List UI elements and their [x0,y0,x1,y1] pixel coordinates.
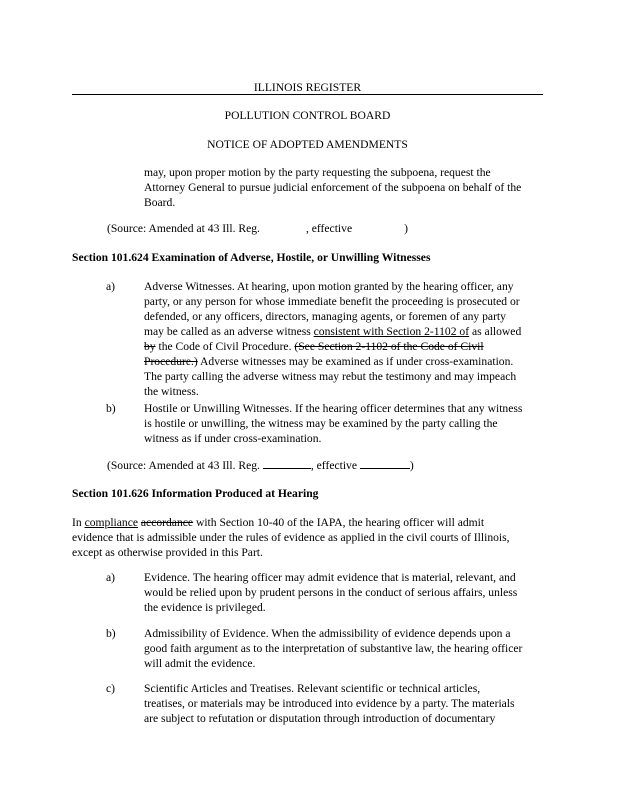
section-624-item-b [144,401,554,446]
text-line: Attorney General to pursue judicial enforcement of the subpoena on behalf of the [144,181,522,194]
source-end: ) [404,222,408,235]
text-line: the witness. [144,385,199,398]
source-effective: , effective [310,459,357,472]
text-run: In [72,516,85,529]
text-line: Adverse Witnesses. At hearing, upon motion granted by the hearing officer, any [144,280,514,293]
inserted-text: consistent with Section 2-1102 of [313,325,470,338]
text-line [144,354,554,369]
text-line [72,515,552,530]
header-rule [72,94,543,95]
item-label-a: a) [106,280,116,293]
text-line [144,324,554,339]
source-note-1 [107,221,547,236]
text-line: would be relied upon by prudent persons in the conduct of serious affairs, unless [144,586,518,599]
section-626-item-b [144,626,554,671]
continuation-paragraph [144,165,544,210]
text-line: The party calling the adverse witness may rebut the testimony and may impeach [144,370,517,383]
text-line: Scientific Articles and Treatises. Relevant scientific or technical articles, [144,682,481,695]
text-line: is hostile or unwilling, the witness may be examined by the party calling the [144,417,498,430]
item-label-c: c) [106,682,116,695]
text-line: treatises, or materials may be introduced into evidence by a party. The materials [144,697,515,710]
text-line: defended, or any officers, directors, managing agents, or foremen of any party [144,310,506,323]
section-624-heading: Section 101.624 Examination of Adverse, Hostile, or Unwilling Witnesses [72,251,431,264]
source-prefix: (Source: Amended at 43 Ill. Reg. [107,222,260,235]
reg-blank-line [263,457,311,469]
item-label-b: b) [106,627,116,640]
deleted-text: (See Section 2-1102 of the Code of Civil [294,340,484,353]
text-line: Admissibility of Evidence. When the admissibility of evidence depends upon a [144,627,511,640]
deleted-text: Procedure.) [144,355,198,368]
text-line: will admit the evidence. [144,657,256,670]
source-note-2 [107,457,547,473]
text-line [144,339,554,354]
text-run: as allowed [469,325,522,338]
text-line: Board. [144,196,176,209]
text-run: with Section 10-40 of the IAPA, the hearing officer will admit [193,516,485,529]
text-line: the evidence is privileged. [144,601,266,614]
section-626-heading: Section 101.626 Information Produced at Hearing [72,487,319,500]
text-run: the Code of Civil Procedure. [155,340,295,353]
text-line: are subject to refutation or disputation through introduction of documentary [144,712,496,725]
text-line: Evidence. The hearing officer may admit evidence that is material, relevant, and [144,571,516,584]
text-line: may, upon proper motion by the party requesting the subpoena, request the [144,166,491,179]
text-line: good faith argument as to the interpretation of substantive law, the hearing officer [144,642,523,655]
text-run: Adverse witnesses may be examined as if under cross-examination. [197,355,514,368]
register-title: ILLINOIS REGISTER [253,81,362,94]
text-line: except as otherwise provided in this Part. [72,546,263,559]
text-line: evidence that is admissible under the rules of evidence as applied in the civil courts of Illinois, [72,531,510,544]
source-end: ) [409,459,414,472]
section-626-item-c [144,681,554,726]
board-title: POLLUTION CONTROL BOARD [224,109,391,122]
notice-title: NOTICE OF ADOPTED AMENDMENTS [207,138,408,151]
section-626-intro [72,515,552,560]
source-prefix: (Source: Amended at 43 Ill. Reg. [107,459,260,472]
item-label-b: b) [106,402,116,415]
text-run: may be called as an adverse witness [144,325,314,338]
source-effective: , effective [305,222,353,235]
text-line: party, or any person for whose immediate benefit the proceeding is prosecuted or [144,295,520,308]
item-label-a: a) [106,571,116,584]
inserted-text: compliance [84,516,138,529]
deleted-text: accordance [140,516,194,529]
effective-blank-line [360,457,410,469]
section-624-item-a [144,279,554,399]
section-626-item-a [144,570,554,615]
text-line: Hostile or Unwilling Witnesses. If the hearing officer determines that any witness [144,402,523,415]
deleted-text: by [144,340,156,353]
text-line: witness as if under cross-examination. [144,432,322,445]
